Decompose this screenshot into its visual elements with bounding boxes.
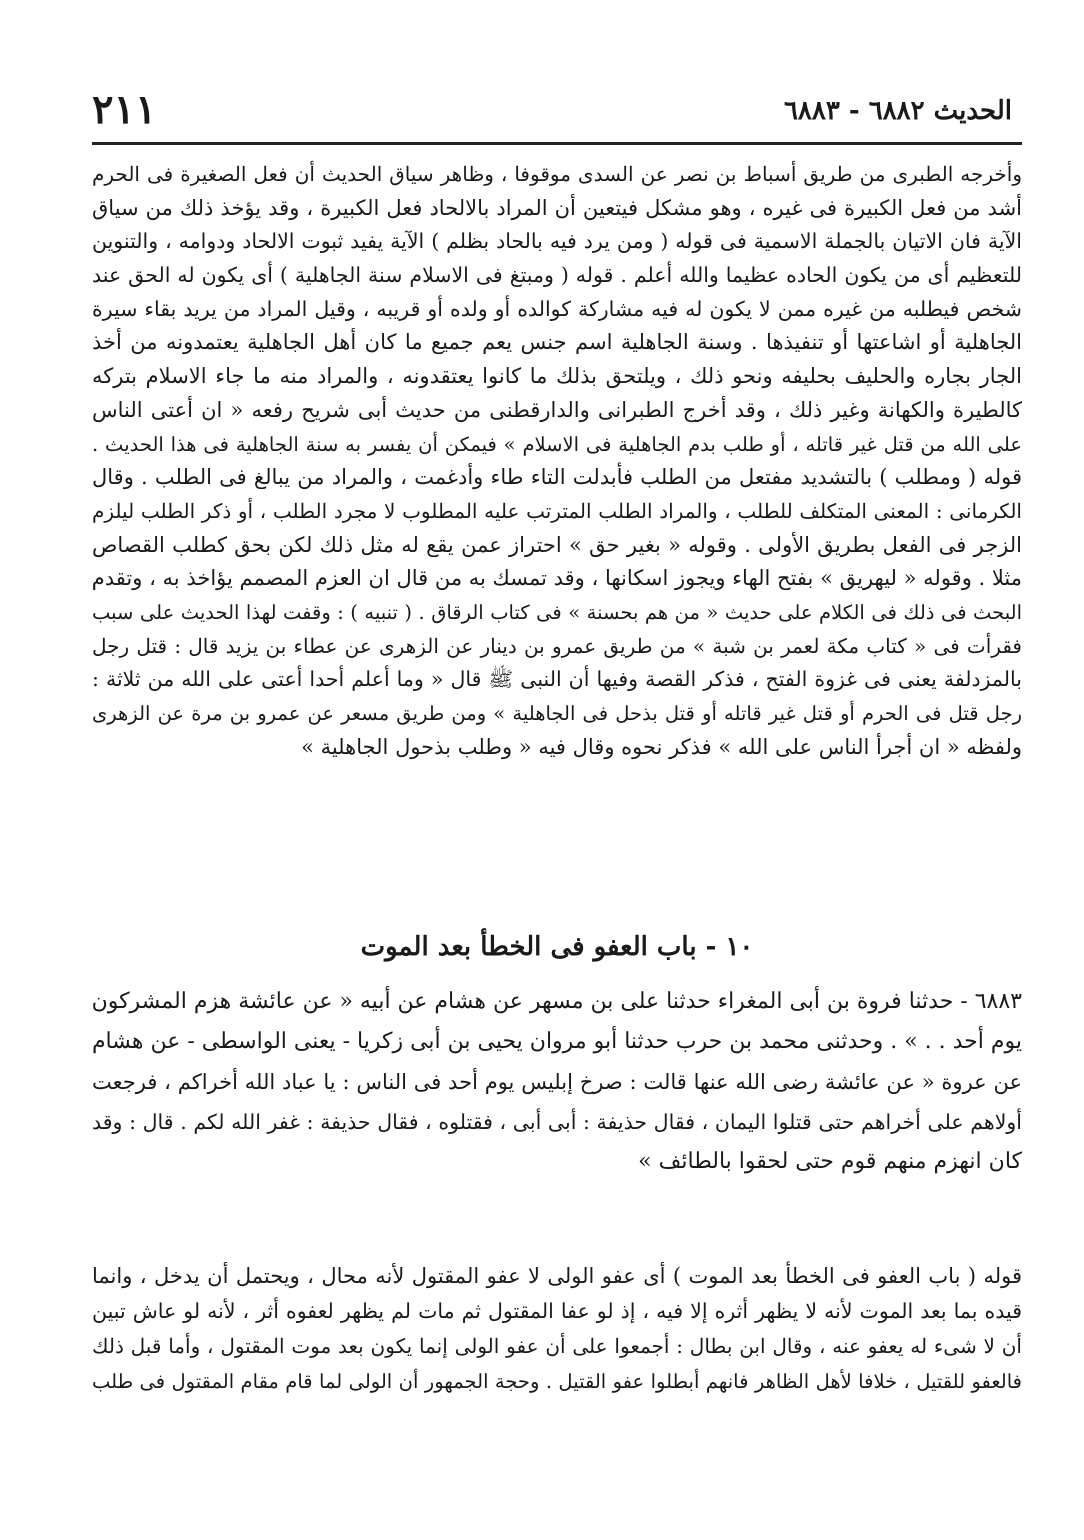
text-line: شخص فيطلبه من غيره ممن لا يكون له فيه مشاركة كوالده أو ولده أو قريبه ، وقيل المراد من يريد بقاء سيرة bbox=[92, 296, 1022, 321]
hadith-block bbox=[92, 982, 1022, 1182]
page-header bbox=[92, 86, 1012, 138]
text-line: مثلا . وقوله « ليهريق » بفتح الهاء ويجوز اسكانها ، وقد تمسك به من قال ان العزم المصمم يؤاخذ به ، وتقدم bbox=[92, 566, 1022, 591]
hadith-line: أولاهم على أخراهم حتى قتلوا اليمان ، فقال حذيفة : أبى أبى ، فقتلوه ، فقال حذيفة : غفر الله لكم . قال : وقد bbox=[92, 1110, 1022, 1134]
text-line: أشد من فعل الكبيرة فى غيره ، وهو مشكل فيتعين أن المراد بالالحاد فعل الكبيرة ، وقد يؤخذ ذلك من سياق bbox=[92, 195, 1022, 220]
text-line: للتعظيم أى من يكون الحاده عظيما والله أعلم . قوله ( ومبتغ فى الاسلام سنة الجاهلية ) أى يكون له الحق عند bbox=[92, 263, 1022, 288]
page-number: ٢١١ bbox=[92, 86, 157, 133]
text-line: فقرأت فى « كتاب مكة لعمر بن شبة » من طريق عمرو بن دينار عن الزهرى عن عطاء بن يزيد قال : قتل رجل bbox=[92, 633, 1022, 658]
text-line: الكرمانى : المعنى المتكلف للطلب ، والمراد الطلب المترتب عليه المطلوب لا مجرد الطلب ، أو ذكر الطلب ليلزم bbox=[92, 498, 1022, 523]
text-line: الجار بجاره والحليف بحليفه ونحو ذلك ، ويلتحق بذلك ما كانوا يعتقدونه ، والمراد منه ما جاء الاسلام بتركه bbox=[92, 364, 1022, 389]
text-line: وأخرجه الطبرى من طريق أسباط بن نصر عن السدى موقوفا ، وظاهر سياق الحديث أن فعل الصغيرة فى الحرم bbox=[92, 162, 1022, 186]
hadith-line: ٦٨٨٣ - حدثنا فروة بن أبى المغراء حدثنا على بن مسهر عن هشام عن أبيه « عن عائشة هزم المشركون bbox=[92, 989, 1022, 1014]
text-line: قوله ( باب العفو فى الخطأ بعد الموت ) أى عفو الولى لا عفو المقتول لأنه محال ، ويحتمل أن يدخل ، وانما bbox=[92, 1264, 1022, 1288]
text-line: رجل قتل فى الحرم أو قتل غير قاتله أو قتل بذحل فى الجاهلية » ومن طريق مسعر عن عمرو بن مرة عن الزهرى bbox=[92, 702, 1022, 725]
hadith-line: كان انهزم منهم قوم حتى لحقوا بالطائف » bbox=[638, 1149, 1022, 1174]
text-line: البحث فى ذلك فى الكلام على حديث « من هم بحسنة » فى كتاب الرقاق . ( تنبيه ) : وقفت لهذا الحديث على سبب bbox=[92, 600, 1022, 624]
text-line: الجاهلية أو اشاعتها أو تنفيذها . وسنة الجاهلية اسم جنس يعم جميع ما كان أهل الجاهلية يعتمدونه من أخذ bbox=[92, 330, 1022, 355]
commentary-block-1 bbox=[92, 158, 1022, 764]
text-line: الزجر فى الفعل بطريق الأولى . وقوله « بغير حق » احتراز عمن يقع له مثل ذلك لكن بحق كطلب القصاص bbox=[92, 532, 1022, 557]
running-title: الحديث ٦٨٨٢ - ٦٨٨٣ bbox=[783, 96, 1012, 126]
text-line: كالطيرة والكهانة وغير ذلك ، وقد أخرج الطبرانى والدارقطنى من حديث أبى شريح رفعه « ان أعتى الناس bbox=[92, 397, 1022, 422]
text-line: على الله من قتل غير قاتله ، أو طلب بدم الجاهلية فى الاسلام » فيمكن أن يفسر به سنة الجاهلية فى هذا الحديث . bbox=[92, 432, 1022, 456]
text-line: أن لا شىء له يعفو عنه ، وقال ابن بطال : أجمعوا على أن عفو الولى إنما يكون بعد موت المقتول ، وأما قبل ذلك bbox=[92, 1334, 1022, 1358]
hadith-line: يوم أحد . . » . وحدثنى محمد بن حرب حدثنا أبو مروان يحيى بن أبى زكريا - يعنى الواسطى - عن هشام bbox=[92, 1029, 1022, 1054]
hadith-line: عن عروة « عن عائشة رضى الله عنها قالت : صرخ إبليس يوم أحد فى الناس : يا عباد الله أخراكم ، فرجعت bbox=[92, 1070, 1022, 1094]
text-line: قوله ( ومطلب ) بالتشديد مفتعل من الطلب فأبدلت التاء طاء وأدغمت ، والمراد من يبالغ فى الطلب . وقال bbox=[92, 465, 1022, 490]
header-rule bbox=[92, 142, 1022, 145]
chapter-heading: ١٠ - باب العفو فى الخطأ بعد الموت bbox=[360, 932, 754, 962]
text-line: بالمزدلفة يعنى فى غزوة الفتح ، فذكر القصة وفيها أن النبى ﷺ قال « وما أعلم أحدا أعتى على الله من ثلاثة : bbox=[92, 667, 1022, 692]
commentary-block-2 bbox=[92, 1259, 1022, 1399]
text-line: فالعفو للقتيل ، خلافا لأهل الظاهر فانهم أبطلوا عفو القتيل . وحجة الجمهور أن الولى لما قام مقام المقتول فى طلب bbox=[92, 1370, 1022, 1393]
text-line: قيده بما بعد الموت لأنه لا يظهر أثره إلا فيه ، إذ لو عفا المقتول ثم مات لم يظهر لعفوه أثر ، لأنه لو عاش تبين bbox=[92, 1299, 1022, 1323]
text-line: الآية فان الاتيان بالجملة الاسمية فى قوله ( ومن يرد فيه بالحاد بظلم ) الآية يفيد ثبوت الالحاد ودوامه ، والتنوين bbox=[92, 229, 1022, 254]
text-line: ولفظه « ان أجرأ الناس على الله » فذكر نحوه وقال فيه « وطلب بذحول الجاهلية » bbox=[301, 734, 1022, 759]
